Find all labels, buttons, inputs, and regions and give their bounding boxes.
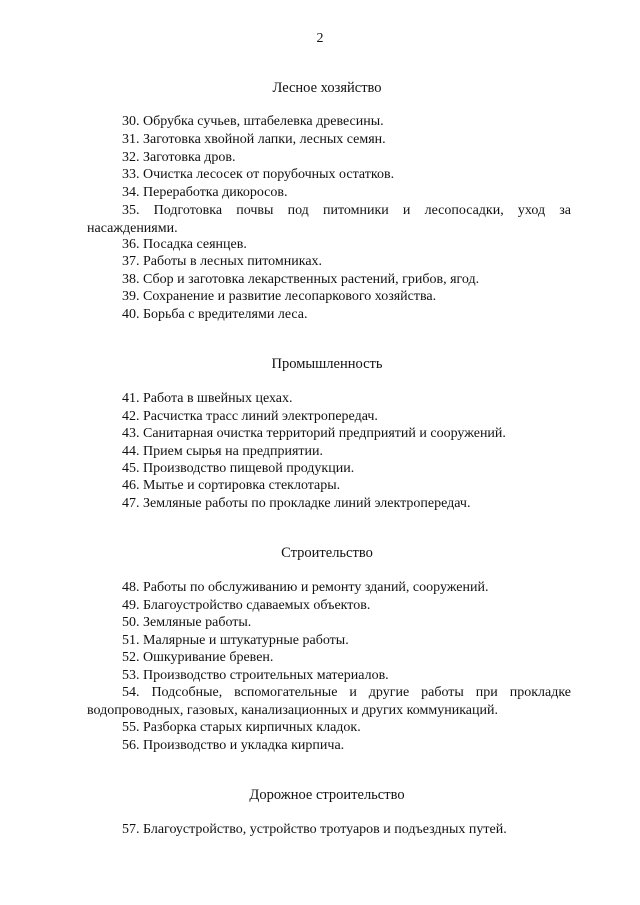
list-item: 31. Заготовка хвойной лапки, лесных семян. (122, 132, 386, 147)
list-item: 32. Заготовка дров. (122, 150, 236, 165)
list-item: 43. Санитарная очистка территорий предприятий и сооружений. (122, 426, 506, 441)
list-item: 51. Малярные и штукатурные работы. (122, 633, 349, 648)
list-item: 38. Сбор и заготовка лекарственных растений, грибов, ягод. (122, 272, 480, 287)
section-title-construction: Строительство (281, 545, 373, 561)
list-item: 44. Прием сырья на предприятии. (122, 444, 323, 459)
section-title-road-construction: Дорожное строительство (249, 787, 405, 803)
list-item: 39. Сохранение и развитие лесопаркового хозяйства. (122, 289, 437, 304)
list-item: 40. Борьба с вредителями леса. (122, 307, 308, 322)
list-item: 47. Земляные работы по прокладке линий электропередач. (122, 496, 471, 511)
list-item: 55. Разборка старых кирпичных кладок. (122, 720, 361, 735)
list-item: 36. Посадка сеянцев. (122, 237, 247, 252)
section-title-industry: Промышленность (271, 356, 383, 372)
section-title-forestry: Лесное хозяйство (272, 80, 382, 96)
list-item: 53. Производство строительных материалов. (122, 668, 389, 683)
list-item: 48. Работы по обслуживанию и ремонту зданий, сооружений. (122, 580, 489, 595)
list-item: 46. Мытье и сортировка стеклотары. (122, 478, 341, 493)
list-item: 42. Расчистка трасс линий электропередач. (122, 409, 378, 424)
list-item: 49. Благоустройство сдаваемых объектов. (122, 598, 371, 613)
list-item: 50. Земляные работы. (122, 615, 252, 630)
list-item: 30. Обрубка сучьев, штабелевка древесины. (122, 114, 384, 129)
page-number: 2 (316, 31, 324, 46)
list-item: 41. Работа в швейных цехах. (122, 391, 293, 406)
list-item: 45. Производство пищевой продукции. (122, 461, 355, 476)
list-item: 56. Производство и укладка кирпича. (122, 738, 345, 753)
list-item: 34. Переработка дикоросов. (122, 185, 288, 200)
list-item: 52. Ошкуривание бревен. (122, 650, 274, 665)
list-item: 33. Очистка лесосек от порубочных остатков. (122, 167, 395, 182)
list-item: 35. Подготовка почвы под питомники и лесопосадки, уход за насаждениями. (87, 203, 571, 236)
list-item: 57. Благоустройство, устройство тротуаров и подъездных путей. (122, 822, 507, 837)
list-item: 54. Подсобные, вспомогательные и другие работы при прокладке водопроводных, газовых, канализационных и других коммуникаций. (87, 685, 571, 718)
list-item: 37. Работы в лесных питомниках. (122, 254, 323, 269)
